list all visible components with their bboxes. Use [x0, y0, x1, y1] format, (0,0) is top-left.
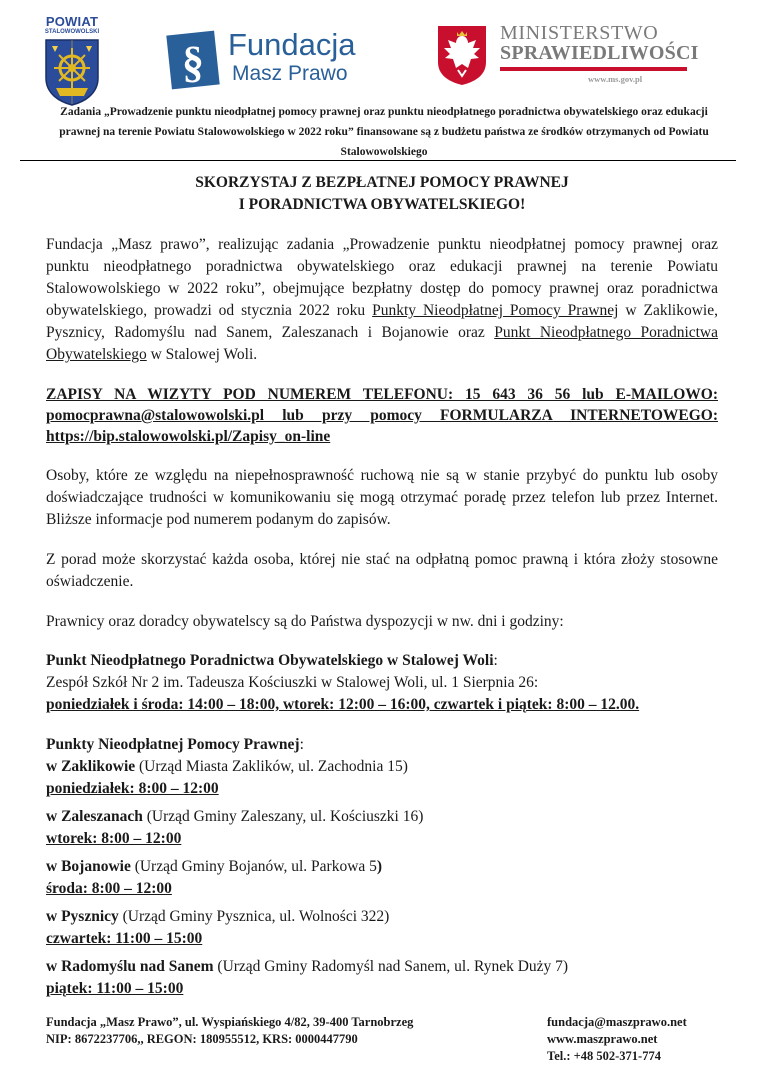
location-item: [46, 756, 718, 800]
location-name: w Zaleszanach: [46, 808, 143, 825]
eligibility-note: Z porad może skorzystać każda osoba, której nie stać na odpłatną pomoc prawną i która złoży stosowne oświadczenie.: [46, 551, 718, 590]
civic-point-hours: poniedziałek i środa: 14:00 – 18:00, wtorek: 12:00 – 16:00, czwartek i piątek: 8:00 – 12.00.: [46, 696, 640, 713]
intro-text-2: w Zaklikowie, Pysznicy, Radomyślu nad Sanem, Zaleszanach i Bojanowie oraz: [46, 302, 718, 341]
location-hours: piątek: 11:00 – 15:00: [46, 980, 184, 997]
intro-paragraph: [46, 234, 718, 366]
footer-phone: Tel.: +48 502-371-774: [547, 1049, 661, 1063]
main-content: [46, 172, 718, 1006]
availability-lead: Prawnicy oraz doradcy obywatelscy są do Państwa dyspozycji w nw. dni i godziny:: [46, 613, 564, 630]
location-name: w Bojanowie: [46, 858, 131, 875]
ministerstwo-logo: [436, 22, 699, 92]
location-hours: czwartek: 11:00 – 15:00: [46, 930, 203, 947]
paragraph-sign-icon: [166, 28, 220, 92]
civic-point-block: [46, 650, 718, 716]
location-details: (Urząd Gminy Bojanów, ul. Parkowa 5: [130, 858, 377, 875]
footer-right: [547, 1014, 687, 1065]
location-details: (Urząd Gminy Radomyśl nad Sanem, ul. Rynek Duży 7): [213, 958, 569, 975]
footer-email: fundacja@maszprawo.net: [547, 1015, 687, 1029]
intro-text-1: Fundacja „Masz prawo”, realizując zadania „Prowadzenie punktu nieodpłatnej pomocy prawnej oraz punktu nieodpłatnego poradnictwa obywatelskiego oraz edukacji prawnej na terenie Powiatu Stalowowolskiego w 2022 roku”, obejmujące bezpłatny dostęp do pomocy prawnej oraz poradnictwa obywatelskiego, prowadzi od stycznia 2022 roku: [46, 236, 718, 319]
fundacja-logo-line1: Fundacja: [228, 27, 356, 62]
fundacja-logo-line2: Masz Prawo: [232, 62, 348, 85]
footer-ids: NIP: 8672237706,, REGON: 180955512, KRS: 0000447790: [46, 1032, 358, 1046]
svg-text:§: §: [182, 38, 204, 87]
location-details-close: ): [376, 858, 383, 875]
footer-left: [46, 1014, 413, 1048]
location-details: (Urząd Gminy Pysznica, ul. Wolności 322): [118, 908, 390, 925]
legal-aid-points-link: Punkty Nieodpłatnej Pomocy Prawnej: [372, 302, 619, 319]
registration-info: ZAPISY NA WIZYTY POD NUMEREM TELEFONU: 15 643 36 56 lub E-MAILOWO: pomocprawna@stalowowolski.pl lub przy pomocy FORMULARZA INTERNETOWEGO: https://bip.stalowowolski.pl/Zapisy_on-line: [46, 386, 718, 445]
location-hours: wtorek: 8:00 – 12:00: [46, 830, 182, 847]
intro-text-3: w Stalowej Woli.: [146, 346, 258, 363]
powiat-logo-subtitle: STALOWOWOLSKI: [44, 29, 100, 35]
footer-address: Fundacja „Masz Prawo”, ul. Wyspiańskiego 4/82, 39-400 Tarnobrzeg: [46, 1015, 414, 1029]
location-hours: środa: 8:00 – 12:00: [46, 880, 172, 897]
powiat-coat-of-arms-icon: [44, 38, 100, 106]
ministerstwo-logo-line1: MINISTERSTWO: [500, 22, 659, 44]
civic-point-address: Zespół Szkół Nr 2 im. Tadeusza Kościuszki w Stalowej Woli, ul. 1 Sierpnia 26:: [46, 674, 539, 691]
civic-advice-point-link: Punkt Nieodpłatnego Poradnictwa Obywatelskiego: [46, 324, 719, 363]
ministerstwo-red-bar: [500, 67, 687, 71]
funding-note: Zadania „Prowadzenie punktu nieodpłatnej pomocy prawnej oraz punktu nieodpłatnego poradnictwa obywatelskiego oraz edukacji prawnej na terenie Powiatu Stalowowolskiego w 2022 roku” finansowane są z budżetu państwa ze środków otrzymanych od Powiatu Stalowowolskiego: [59, 106, 709, 158]
location-item: [46, 856, 718, 900]
disability-note: Osoby, które ze względu na niepełnosprawność ruchową nie są w stanie przybyć do punktu lub osoby doświadczające trudności w komunikowaniu się mogą otrzymać poradę przez telefon lub przez Internet. Bliższe informacje pod numerem podanym do zapisów.: [46, 467, 718, 528]
location-name: w Pysznicy: [46, 908, 119, 925]
header-divider: [20, 160, 736, 161]
location-hours: poniedziałek: 8:00 – 12:00: [46, 780, 219, 797]
civic-point-heading: Punkt Nieodpłatnego Poradnictwa Obywatelskiego w Stalowej Woli: [46, 652, 494, 669]
ministerstwo-logo-line2: SPRAWIEDLIWOŚCI: [500, 42, 699, 64]
powiat-logo: [40, 15, 104, 106]
location-item: [46, 956, 718, 1000]
location-item: [46, 906, 718, 950]
powiat-logo-title: POWIAT: [45, 14, 99, 29]
page-title-line2: I PORADNICTWA OBYWATELSKIEGO!: [238, 196, 526, 213]
location-name: w Radomyślu nad Sanem: [46, 958, 214, 975]
polish-eagle-icon: [436, 24, 488, 86]
page-title: [46, 172, 718, 216]
legal-points-colon: :: [299, 736, 304, 753]
legal-points-block: [46, 734, 718, 1000]
civic-point-colon: :: [493, 652, 498, 669]
fundacja-logo: [166, 24, 376, 94]
ministerstwo-website: www.ms.gov.pl: [588, 74, 643, 84]
page-title-line1: SKORZYSTAJ Z BEZPŁATNEJ POMOCY PRAWNEJ: [195, 174, 569, 191]
location-details: (Urząd Gminy Zaleszany, ul. Kościuszki 16): [142, 808, 424, 825]
legal-points-heading: Punkty Nieodpłatnej Pomocy Prawnej: [46, 736, 300, 753]
location-item: [46, 806, 718, 850]
location-details: (Urząd Miasta Zaklików, ul. Zachodnia 15): [135, 758, 408, 775]
footer-website: www.maszprawo.net: [547, 1032, 658, 1046]
location-name: w Zaklikowie: [46, 758, 136, 775]
